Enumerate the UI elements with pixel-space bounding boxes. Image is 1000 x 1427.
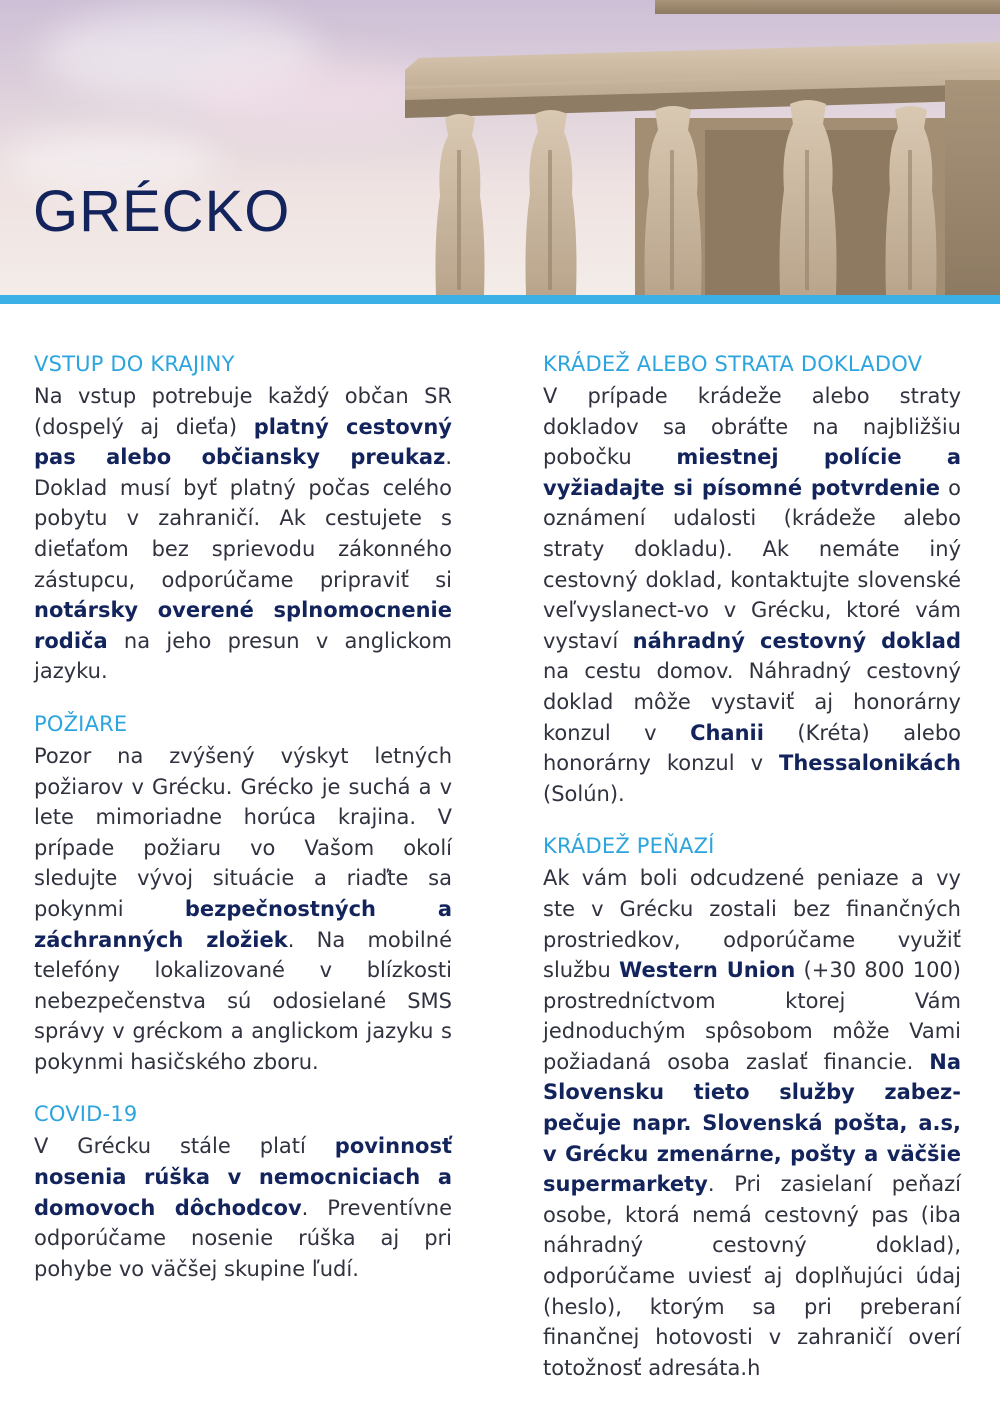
body-text: . Preventívne odporúčame nosenie rúška aj pri pohybe vo väčšej skupine ľudí. <box>34 1195 452 1281</box>
emphasis-text: miestnej polície a vyžiadajte si písomné potvrdenie <box>543 445 961 500</box>
header-divider <box>0 295 1000 304</box>
body-text: o oznámení udalosti (krádeže alebo straty dokladu). Ak nemáte iný cestovný doklad, kontaktujte slovenské veľvyslanect-vo v Grécku, ktoré vám vystaví <box>543 475 961 653</box>
section <box>34 1099 452 1284</box>
emphasis-text: náhradný cestovný doklad <box>632 628 961 653</box>
body-text: V Grécku stále platí <box>34 1134 335 1159</box>
body-text: (Solún). <box>543 781 625 806</box>
section-body <box>543 863 961 1383</box>
page-title: GRÉCKO <box>33 179 291 244</box>
body-text: na cestu domov. Náhradný cestovný doklad môže vystaviť aj honorárny konzul v <box>543 659 961 745</box>
section-body <box>34 741 452 1078</box>
emphasis-text: platný cestovný pas alebo občiansky preukaz <box>34 414 452 470</box>
body-text: Na vstup potrebuje každý občan SR (dospelý aj dieťa) <box>34 384 452 439</box>
emphasis-text: Na Slovensku tieto služby zabez-pečuje napr. Slovenská pošta, a.s, v Grécku zmenárne, pošty a väčšie supermarkety <box>543 1049 961 1197</box>
section-heading: COVID-19 <box>34 1102 138 1127</box>
body-text: V prípade krádeže alebo straty dokladov sa obráťte na najbližšiu pobočku <box>543 384 961 470</box>
body-text: (Kréta) alebo honorárny konzul v <box>543 720 961 776</box>
body-text: Ak vám boli odcudzené peniaze a vy ste v Grécku zostali bez finančných prostriedkov, odporúčame využiť službu <box>543 866 961 983</box>
cloud <box>180 60 440 130</box>
body-text: . Pri zasielaní peňazí osobe, ktorá nemá cestovný pas (iba náhradný cestovný doklad), odporúčame uviesť aj doplňujúci údaj (heslo), ktorým sa pri preberaní finančnej hotovosti v zahraničí overí totožnosť adresáta.h <box>543 1172 961 1380</box>
emphasis-text: Thessalonikách <box>779 751 961 776</box>
emphasis-text: Western Union <box>619 958 796 983</box>
emphasis-text: notársky overené splnomocnenie rodiča <box>34 598 452 653</box>
section <box>543 349 961 809</box>
body-text: (+30 800 100) prostredníctvom ktorej Vám jednoduchým spôsobom môže Vami požiadaná osoba zaslať financie. <box>543 958 961 1074</box>
section <box>543 831 961 1383</box>
section-heading: VSTUP DO KRAJINY <box>34 352 235 376</box>
emphasis-text: povinnosť nosenia rúška v nemocniciach a domovoch dôchodcov <box>34 1134 452 1220</box>
body-text: na jeho presun v anglickom jazyku. <box>34 628 452 684</box>
right-column <box>543 349 961 1405</box>
content-columns <box>0 304 1000 1427</box>
body-text: . Na mobilné telefóny lokalizované v blízkosti nebezpečenstva sú odosielané SMS správy v gréckom a anglickom jazyku s pokynmi hasičského zboru. <box>34 927 452 1074</box>
emphasis-text: bezpečnostných a záchranných zložiek <box>34 896 453 952</box>
emphasis-text: Chanii <box>690 720 764 745</box>
section-body <box>34 381 452 687</box>
section-body <box>34 1131 452 1284</box>
body-text: Pozor na zvýšený výskyt letných požiarov v Grécku. Grécko je suchá a v lete mimoriadne horúca krajina. V prípade požiaru vo Vašom okolí sledujte vývoj situácie a riaďte sa pokynmi <box>34 743 452 921</box>
section-heading: KRÁDEŽ ALEBO STRATA DOKLADOV <box>543 352 923 376</box>
section-heading: POŽIARE <box>34 711 128 736</box>
section-body <box>543 381 961 809</box>
section <box>34 349 452 687</box>
section <box>34 709 452 1078</box>
left-column <box>34 349 452 1306</box>
hero-banner <box>0 0 1000 295</box>
body-text: . Doklad musí byť platný počas celého pobytu v zahraničí. Ak cestujete s dieťaťom bez sprievodu zákonného zástupcu, odporúčame pripraviť si <box>34 445 452 592</box>
section-heading: KRÁDEŽ PEŇAZÍ <box>543 834 715 859</box>
caryatid-temple-image <box>405 0 1000 295</box>
